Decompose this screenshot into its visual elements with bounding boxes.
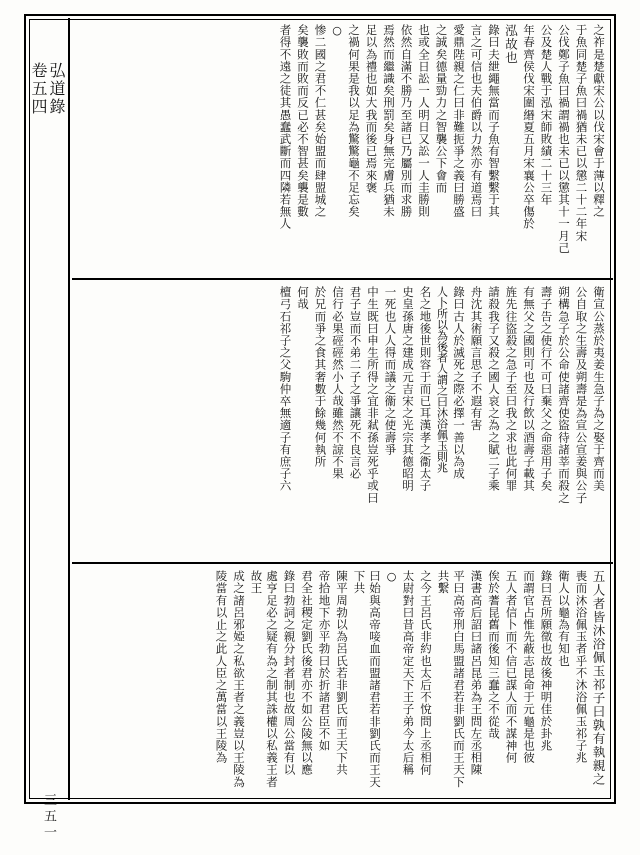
text-column: 檀弓石祁子之父駒仲卒無適子有庶子六	[278, 286, 293, 492]
text-column: 衛宣公蒸於夷姜生急子為之娶于齊而美	[592, 286, 606, 492]
text-column: 年春齊侯伐宋圍緡夏五月宋襄公卒傷於	[522, 24, 536, 230]
section-marker: 人卜所以為後者人謂之曰沐浴佩玉則兆	[435, 286, 449, 473]
text-column: 足以為禮也如大我而後已焉來褒	[364, 24, 379, 194]
text-column: 錄曰吾所願徵也故後神明佳於卦兆	[539, 570, 554, 752]
section-heading: 泓故也	[503, 24, 519, 65]
text-column: 旌先往盜殺之急子至曰我之求也此何罪	[504, 286, 519, 492]
text-column: 漢書高后詔曰諸呂昆弟為王問左丞相陳	[469, 570, 484, 776]
register-top-columns	[78, 24, 607, 274]
text-column: 成之諸呂邪婭之私欲王者之義豈以王陵為	[232, 570, 246, 788]
page-number: 三五一	[41, 793, 56, 841]
text-column: 舟沈其術願言思子不遐有害	[469, 286, 484, 432]
section-heading: 五人者皆沐浴佩玉祁子曰孰有執親之	[591, 570, 606, 786]
text-column: 愛鼎陛親之仁曰非難扼爭之義曰勝盛	[452, 24, 466, 218]
text-column: 君子豈而不弟二子之爭讓死不良言必	[348, 286, 363, 480]
text-column: 五人者信卜而不信已謀人而不謀神何	[504, 570, 519, 764]
section-marker: ○	[330, 24, 344, 37]
title-column	[26, 18, 70, 800]
text-column: 喪而沐浴佩玉者乎不沐浴佩玉祁子兆	[574, 570, 589, 764]
text-column: 史皇孫唐之建成元吉宋之光宗其德昭明	[401, 286, 415, 492]
register-middle-columns	[78, 286, 607, 558]
text-column: 君全社稷定劉氏後君亦不如公陵無以應	[300, 570, 314, 776]
register-bottom	[72, 564, 613, 800]
text-column: 公伐鄭子魚曰禍謂禍也未已以懲其十一月己	[557, 24, 571, 254]
text-column: 錄曰勃詞之親分封者制也故周公當有以	[282, 570, 297, 776]
text-column: 矣襲敗而敗而反已必不智甚矣襲是數	[296, 24, 310, 218]
text-column: 有無父之國則可也及行飲以酒壽子載其	[522, 286, 536, 492]
text-column: 衛人以龜為有知也	[557, 570, 571, 667]
text-column: 帝拾地下亦平勃曰於折諸君臣不如	[317, 570, 332, 752]
text-column: 公及楚人戰于泓宋師敗績二十三年	[539, 24, 554, 206]
text-column: 俟於蓍昆舊而後知三蠢之不從哉	[487, 570, 501, 740]
section-marker: ○	[385, 570, 398, 583]
text-column: 處亨足必之疑有為之制其誅權以私義王者故王	[249, 570, 279, 788]
book-title: 弘道錄	[47, 62, 66, 116]
text-column: 請殺我子又殺之國人哀之為之賦二子乘	[487, 286, 501, 492]
text-column: 何哉	[296, 286, 310, 311]
volume-label: 卷五四	[29, 62, 48, 116]
text-column: 焉然而繼識矣刑罰矣身無完膚兵猶未	[382, 24, 396, 218]
text-column: 依然自滿不勝乃至諸已乃屬別而求勝	[399, 24, 414, 218]
text-column: 壽子告之使行不可曰棄父之命惡用子矣	[539, 286, 554, 492]
register-bottom-columns	[78, 570, 607, 796]
text-column: 言之可信也夫伯爵以力然亦有道焉曰	[469, 24, 484, 218]
text-column: 平曰高帝刑白馬盟諸君若非劉氏而王天下共繫	[436, 570, 466, 788]
register-middle	[72, 280, 613, 564]
text-column: 信行必果硜硜然小人哉雖然不諒不果	[331, 286, 345, 480]
text-column: 錄曰古人於滅死之際必擇一善以為成	[452, 286, 466, 480]
text-column: 而謂官占惟先蔽志昆命于元龜是也彼	[522, 570, 536, 764]
text-column: 之禍何果是我以足為驚驚龜不足忘矣	[347, 24, 361, 218]
text-column: 太尉對曰昔高帝定天下王子弟今太后稱	[401, 570, 416, 776]
title-wrap	[29, 62, 65, 116]
register-top	[72, 18, 613, 280]
text-column: 陳平周勃以為呂氏若非劉氏而王天下共	[335, 570, 349, 776]
text-column: 公自取之生壽及朔壽是為宣公宣姜與公子	[574, 286, 589, 504]
text-column: 于魚同楚子魚曰禍猶未已以懲二十二年宋	[574, 24, 589, 242]
text-column: 之祚是楚獻宋公以伐宋會于薄以釋之	[592, 24, 606, 218]
text-column: 曰始與高帝唼血而盟諸君若非劉氏而王天下共	[352, 570, 382, 788]
text-column: 錄曰夫紲繩無當而子魚有智繫繫于其	[487, 24, 501, 218]
text-column: 惨二國之君不仁甚矣始盟而肆盟城之	[313, 24, 328, 218]
text-column: 於兄而爭之食其奢數于餘幾何執所	[313, 286, 328, 468]
text-column: 中生既曰申生所得之宜非弒孫豈死乎或曰	[366, 286, 380, 504]
text-column: 之今王呂氏非約也太后不悅問上丞相何	[419, 570, 433, 776]
text-column: 陵當有以止之此人臣之萬當以王陵為	[214, 570, 229, 764]
text-column: 之誠矣德量勁力之智襲公下會而	[434, 24, 449, 194]
text-column: 名之地後世則容于而已耳漢孝之衞太子	[418, 286, 433, 492]
text-column: 者得不遠之徒其愚蠢武斷而四隣若無人	[278, 24, 293, 230]
text-column: 也或全日訟一人明日又訟一人圭勝則	[417, 24, 431, 218]
text-column: 朔構急子於公命使諸齊使盜待諸莘而殺之	[557, 286, 571, 504]
text-column: 一死也人人得而議之衞之使壽爭	[383, 286, 398, 456]
